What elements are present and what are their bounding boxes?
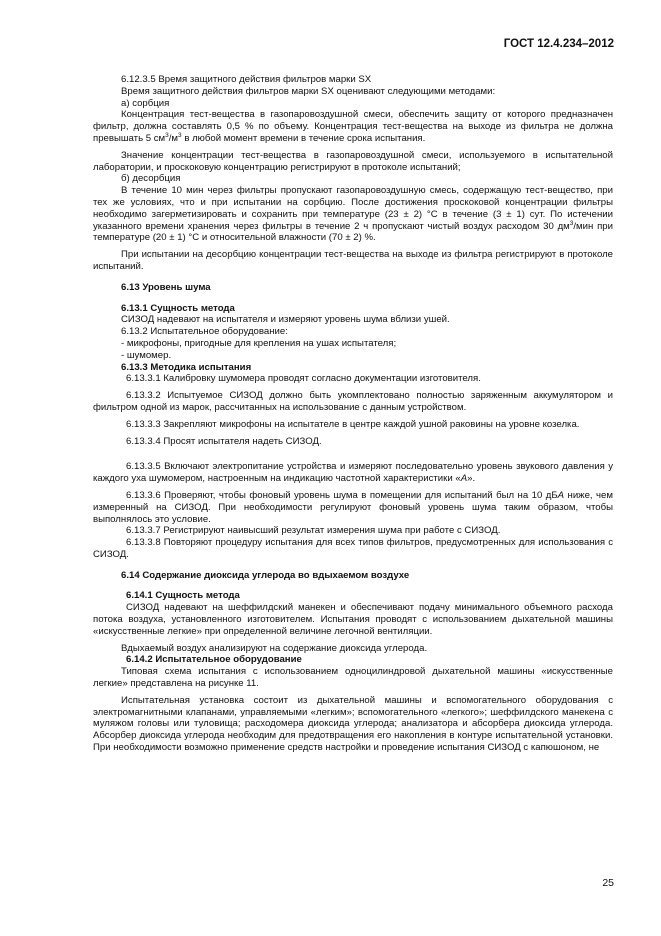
clause-6-13-3-3: 6.13.3.3 Закрепляют микрофоны на испытателе в центре каждой ушной раковины на уровне козелка. xyxy=(126,418,580,430)
paragraph: Вдыхаемый воздух анализируют на содержание диоксида углерода. xyxy=(121,642,428,654)
clause-6-13-3-2: 6.13.3.2 Испытуемое СИЗОД должно быть укомплектовано полностью заряженным аккумулятором и фильтром одной из марок, рассчитанных на использование с данным устройством. xyxy=(93,390,613,413)
standard-header: ГОСТ 12.4.234–2012 xyxy=(503,38,614,50)
list-item-a: а) сорбция xyxy=(121,97,170,109)
paragraph: Типовая схема испытания с использованием одноцилиндровой дыхательной машины «искусственные легкие» представлена на рисунке 11. xyxy=(93,666,613,690)
clause-6-12-3-5: 6.12.3.5 Время защитного действия фильтров марки SX xyxy=(121,74,372,85)
clause-6-13-3-1: 6.13.3.1 Калибровку шумомера проводят согласно документации изготовителя. xyxy=(126,373,481,385)
clause-6-13-3-5: 6.13.3.5 Включают электропитание устройства и измеряют последовательно уровень звукового давления у каждого уха шумомером, настроенным на индикацию частотной характеристики «А». xyxy=(93,461,613,485)
paragraph: Время защитного действия фильтров марки SX оценивают следующими методами: xyxy=(121,85,496,97)
paragraph: СИЗОД надевают на испытателя и измеряют уровень шума вблизи ушей. xyxy=(121,314,450,326)
paragraph: СИЗОД надевают на шеффилдский манекен и обеспечивают подачу минимального объемного расхода потока воздуха, установленного изготовителем. Испытания проводят с использованием дыхательной машины «искусственные легкие» при определенной величине легочной вентиляции. xyxy=(93,602,613,637)
section-heading-6-14: 6.14 Содержание диоксида углерода во вдыхаемом воздухе xyxy=(121,569,410,581)
clause-6-13-3-7: 6.13.3.7 Регистрируют наивысший результат измерения шума при работе с СИЗОД. xyxy=(126,525,501,537)
page-number: 25 xyxy=(602,877,614,889)
list-item: - микрофоны, пригодные для крепления на ушах испытателя; xyxy=(121,337,397,349)
list-item: - шумомер. xyxy=(121,349,172,361)
list-item-b: б) десорбция xyxy=(121,173,181,185)
paragraph: При испытании на десорбцию концентрации тест-вещества на выходе из фильтра регистрируют в протоколе испытаний. xyxy=(93,249,613,272)
subsection-heading-6-14-2: 6.14.2 Испытательное оборудование xyxy=(126,654,302,666)
subsection-heading-6-13-1: 6.13.1 Сущность метода xyxy=(121,302,235,314)
paragraph: Испытательная установка состоит из дыхательной машины и вспомогательного оборудования с электромагнитными клапанами, управляемыми «легким»; вспомогательного «легкого»; шеффилдского манекена с муляжом головы или туловища; расходомера диоксида углерода; анализатора и абсорбера диоксида углерода. Абсорбер диоксида углерода необходим для предотвращения его накопления в контуре испытательной установки. При необходимости возможно применение средств настройки и проведение испытания СИЗОД с капюшоном, не xyxy=(93,694,613,754)
paragraph: В течение 10 мин через фильтры пропускают газопаровоздушную смесь, содержащую тест-вещество, при тех же условиях, что и при испытании на сорбцию. После достижения проскоковой концентрации фильтры необходимо загерметизировать и сохранить при температуре (23 ± 2) °С в течение (3 ± 1) сут. По истечении указанного времени хранения через фильтры в течение 2 ч пропускают чистый воздух расходом 30 $дм^3$/мин при температуре (20 ± 1) °С и относительной влажности (70 ± 2) %. xyxy=(93,185,613,244)
subsection-heading-6-13-3: 6.13.3 Методика испытания xyxy=(121,361,252,373)
clause-6-13-3-8: 6.13.3.8 Повторяют процедуру испытания для всех типов фильтров, предусмотренных для использования с СИЗОД. xyxy=(93,537,613,560)
section-heading-6-13: 6.13 Уровень шума xyxy=(121,281,211,293)
clause-6-13-3-4: 6.13.3.4 Просят испытателя надеть СИЗОД. xyxy=(126,435,322,447)
clause-6-13-3-6: 6.13.3.6 Проверяют, чтобы фоновый уровень шума в помещении для испытаний был на 10 дБА ниже, чем измеренный на СИЗОД. При необходимости регулируют фоновый уровень шума таким образом, чтобы выполнялось это условие. xyxy=(93,489,613,525)
subsection-heading-6-14-1: 6.14.1 Сущность метода xyxy=(126,590,240,602)
paragraph: Концентрация тест-вещества в газопаровоздушной смеси, обеспечить защиту от которого предназначен фильтр, должна составлять 0,5 % по объему. Концентрация тест-вещества на выходе из фильтра не должна превышать 5 $см^3/м^3$ в любой момент времени в течение срока испытания. xyxy=(93,109,613,144)
page-body xyxy=(93,74,613,754)
paragraph: Значение концентрации тест-вещества в газопаровоздушной смеси, используемого в испытательной лаборатории, и проскоковую концентрацию регистрируют в протоколе испытаний; xyxy=(93,149,613,173)
paragraph: 6.13.2 Испытательное оборудование: xyxy=(121,326,288,338)
